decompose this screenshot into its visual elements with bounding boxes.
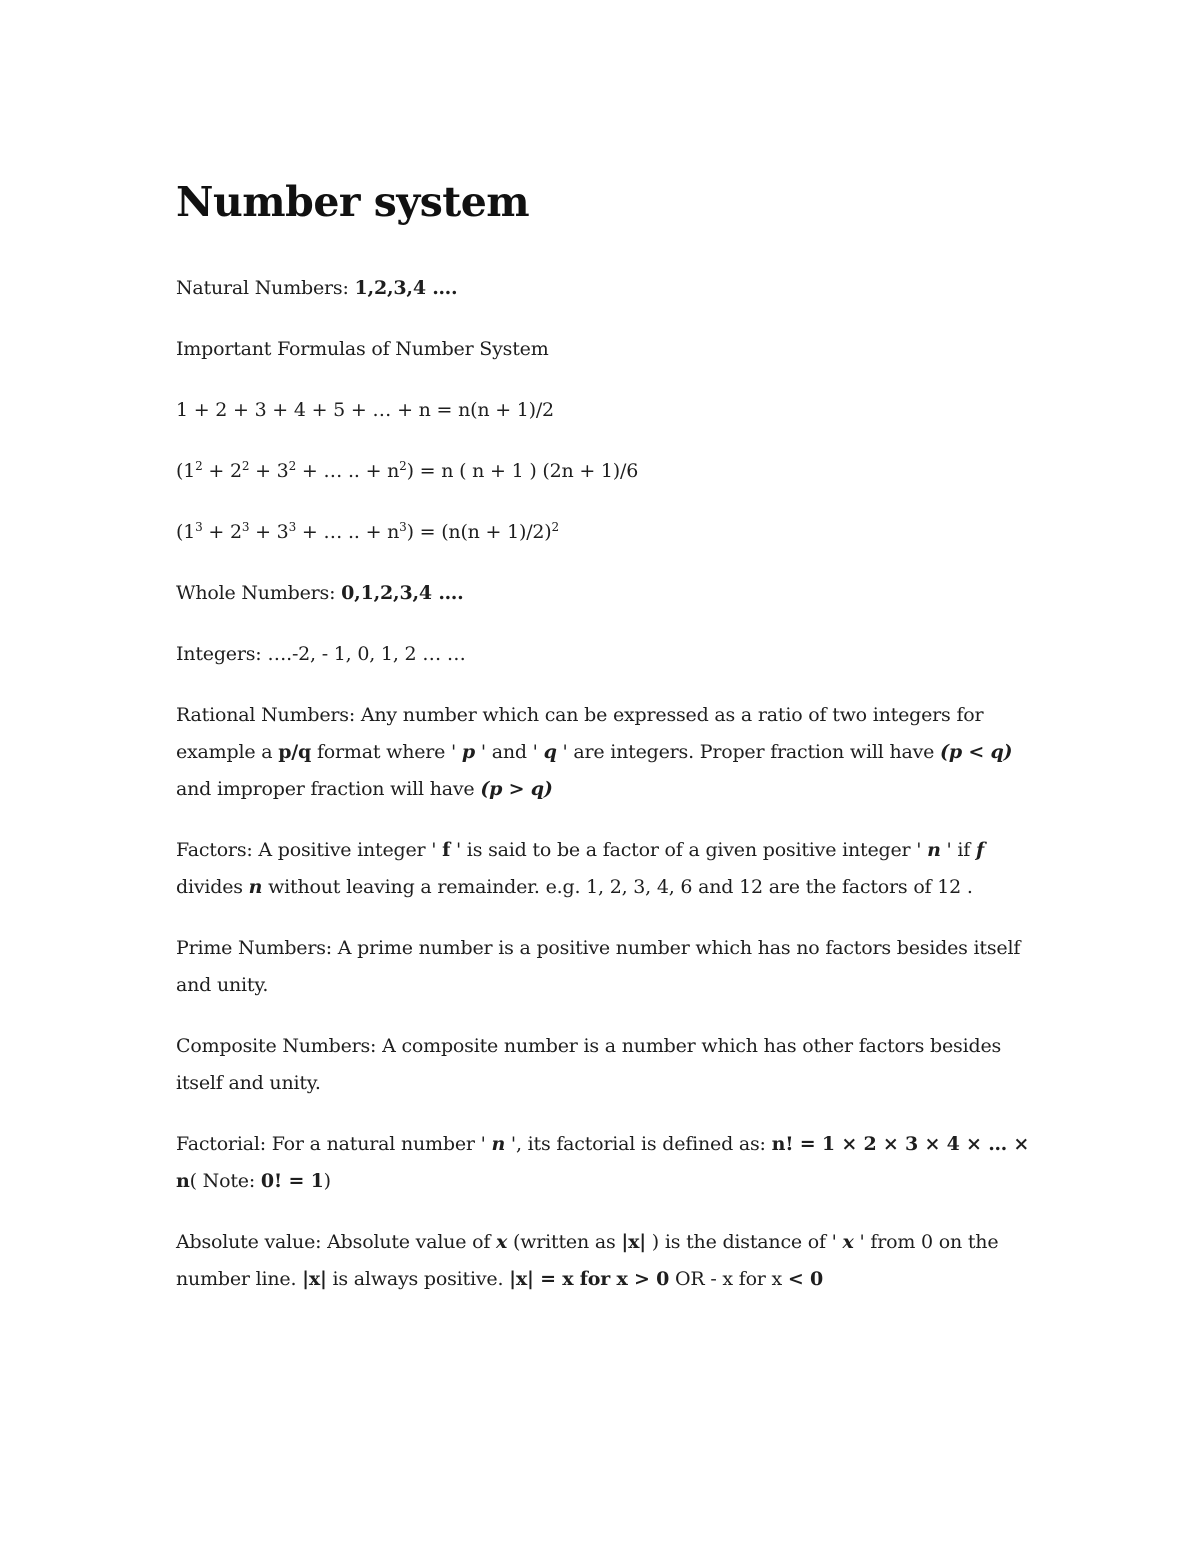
document-body (176, 172, 1036, 1322)
factors-text: ' is said to be a factor of a given positive integer ' (450, 839, 928, 861)
rational-text: ' and ' (475, 741, 544, 763)
absolute-abs: |x| (302, 1268, 327, 1290)
natural-numbers-paragraph (176, 270, 1036, 307)
absolute-abs-def: |x| = x for x > 0 (509, 1268, 670, 1290)
factors-n: n (927, 839, 941, 861)
factorial-text: Factorial: For a natural number ' (176, 1133, 492, 1155)
rational-text: and improper fraction will have (176, 778, 481, 800)
formula-sum-cubes-exp: 3 (288, 520, 297, 534)
formula-sum-squares-exp: 2 (288, 459, 297, 473)
rational-proper: (p < q) (940, 741, 1013, 763)
formula-sum-cubes-part: + 2 (202, 521, 242, 543)
formula-sum-cubes-part: ) = (n(n + 1)/2) (406, 521, 552, 543)
natural-numbers-value: 1,2,3,4 …. (354, 277, 458, 299)
formula-sum-squares-part: + … .. + n (296, 460, 400, 482)
integers-paragraph (176, 636, 1036, 673)
page-title: Number system (176, 178, 530, 226)
formula-sum-cubes (176, 514, 1036, 551)
absolute-x: x (842, 1231, 854, 1253)
rational-improper: (p > q) (480, 778, 553, 800)
absolute-text: Absolute value: Absolute value of (176, 1231, 497, 1253)
factors-f: f (442, 839, 451, 861)
rational-numbers-paragraph (176, 697, 1036, 808)
absolute-x: x (496, 1231, 508, 1253)
absolute-abs: |x| (621, 1231, 646, 1253)
formula-sum-squares-part: ) = n ( n + 1 ) (2n + 1)/6 (406, 460, 639, 482)
absolute-text: OR - x for x (669, 1268, 788, 1290)
factors-f: f (975, 839, 984, 861)
formula-sum-squares-part: + 3 (249, 460, 289, 482)
rational-text: Rational Numbers: Any number which can be expressed as a ratio of two integers for example a (176, 704, 984, 763)
formulas-heading: Important Formulas of Number System (176, 338, 549, 360)
factors-text: divides (176, 876, 249, 898)
formula-sum-squares-exp: 2 (195, 459, 203, 473)
whole-numbers-label: Whole Numbers: (176, 582, 336, 604)
formula-sum-squares-exp: 2 (399, 459, 407, 473)
prime-numbers-paragraph: Prime Numbers: A prime number is a positive number which has no factors besides itself and unity. (176, 937, 1021, 996)
factorial-n: n (491, 1133, 506, 1155)
rational-text: ' are integers. Proper fraction will have (556, 741, 941, 763)
factorial-text: ( Note: (189, 1170, 261, 1192)
factors-text: ' if (940, 839, 976, 861)
factorial-text: ) (323, 1170, 331, 1192)
integers-value: ….-2, - 1, 0, 1, 2 … … (267, 643, 466, 665)
formula-sum-cubes-part: + … .. + n (296, 521, 400, 543)
factors-text: without leaving a remainder. e.g. 1, 2, 3, 4, 6 and 12 are the factors of 12 . (262, 876, 973, 898)
factorial-note: 0! = 1 (260, 1170, 324, 1192)
formula-sum-cubes-exp: 3 (241, 520, 250, 534)
absolute-text: ' from 0 on the number line. (176, 1231, 999, 1290)
whole-numbers-paragraph (176, 575, 1036, 612)
formula-sum-cubes-exp: 2 (551, 520, 559, 534)
formula-sum-squares-exp: 2 (241, 459, 250, 473)
natural-numbers-label: Natural Numbers: (176, 277, 349, 299)
absolute-text: is always positive. (326, 1268, 510, 1290)
factorial-formula: n! = 1 × 2 × 3 × 4 × … × n (176, 1133, 1030, 1192)
formula-sum-squares-part: + 2 (202, 460, 242, 482)
formula-sum-cubes-part: + 3 (249, 521, 289, 543)
formula-sum-cubes-exp: 3 (399, 520, 407, 534)
rational-p: p (461, 741, 476, 763)
factors-text: Factors: A positive integer ' (176, 839, 443, 861)
rational-pq: p/q (278, 741, 312, 763)
formula-sum-squares (176, 453, 1036, 490)
absolute-text: (written as (507, 1231, 622, 1253)
rational-text: format where ' (311, 741, 462, 763)
formula-sum-squares-part: (1 (176, 460, 196, 482)
formula-sum-cubes-part: (1 (176, 521, 196, 543)
formula-sum-n: 1 + 2 + 3 + 4 + 5 + … + n = n(n + 1)/2 (176, 399, 554, 421)
factorial-paragraph (176, 1126, 1036, 1200)
absolute-lt0: < 0 (787, 1268, 824, 1290)
formula-sum-cubes-exp: 3 (195, 520, 203, 534)
factors-paragraph (176, 832, 1036, 906)
whole-numbers-value: 0,1,2,3,4 …. (341, 582, 464, 604)
integers-label: Integers: (176, 643, 262, 665)
factorial-text: ', its factorial is defined as: (505, 1133, 772, 1155)
composite-numbers-paragraph: Composite Numbers: A composite number is a number which has other factors besides itself and unity. (176, 1035, 1002, 1094)
absolute-value-paragraph (176, 1224, 1036, 1298)
absolute-text: ) is the distance of ' (645, 1231, 843, 1253)
factors-n: n (248, 876, 263, 898)
rational-q: q (543, 741, 557, 763)
